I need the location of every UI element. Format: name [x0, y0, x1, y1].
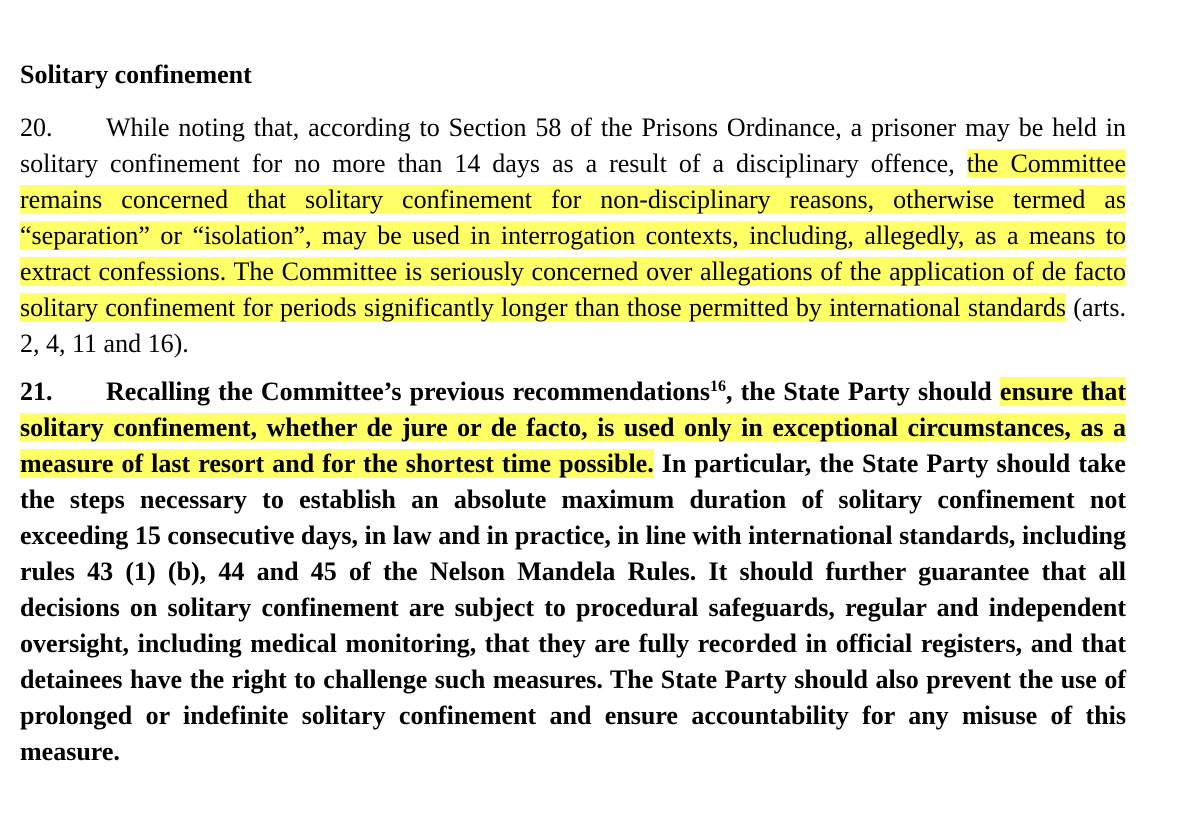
paragraph-text: (arts. 2, 4, 11 and 16). [20, 293, 1126, 358]
highlighted-text: ensure that solitary confinement, whether de jure or de facto, is used only in exceptional circumstances, as a measure of last resort and for the shortest time possible. [20, 377, 1127, 478]
footnote-reference[interactable]: 16 [709, 378, 726, 395]
paragraph-number: 21. [20, 377, 53, 406]
paragraph-text: Recalling the Committee’s previous recommendations [106, 377, 710, 406]
paragraph-text: In particular, the State Party should take the steps necessary to establish an absolute maximum duration of solitary confinement not exceeding 15 consecutive days, in law and in practice, in line with international standards, including rules 43 (1) (b), 44 and 45 of the Nelson Mandela Rules. It should further guarantee that all decisions on solitary confinement are subject to procedural safeguards, regular and independent oversight, including medical monitoring, that they are fully recorded in official registers, and that detainees have the right to challenge such measures. The State Party should also prevent the use of prolonged or indefinite solitary confinement and ensure accountability for any misuse of this measure. [20, 449, 1126, 766]
highlighted-text: the Committee remains concerned that solitary confinement for non-disciplinary reasons, otherwise termed as “separation” or “isolation”, may be used in interrogation contexts, including, allegedly, as a means to extract confessions. The Committee is seriously concerned over allegations of the application of de facto solitary confinement for periods significantly longer than those permitted by international standards [20, 149, 1126, 322]
section-heading: Solitary confinement [20, 60, 252, 89]
document-page [20, 58, 1126, 782]
paragraph-20 [20, 110, 1126, 362]
paragraph-text: While noting that, according to Section 58 of the Prisons Ordinance, a prisoner may be held in solitary confinement for no more than 14 days as a result of a disciplinary offence, [20, 113, 1126, 178]
paragraph-21 [20, 374, 1126, 770]
paragraph-number: 20. [20, 113, 53, 142]
paragraph-text: , the State Party should [725, 377, 1000, 406]
